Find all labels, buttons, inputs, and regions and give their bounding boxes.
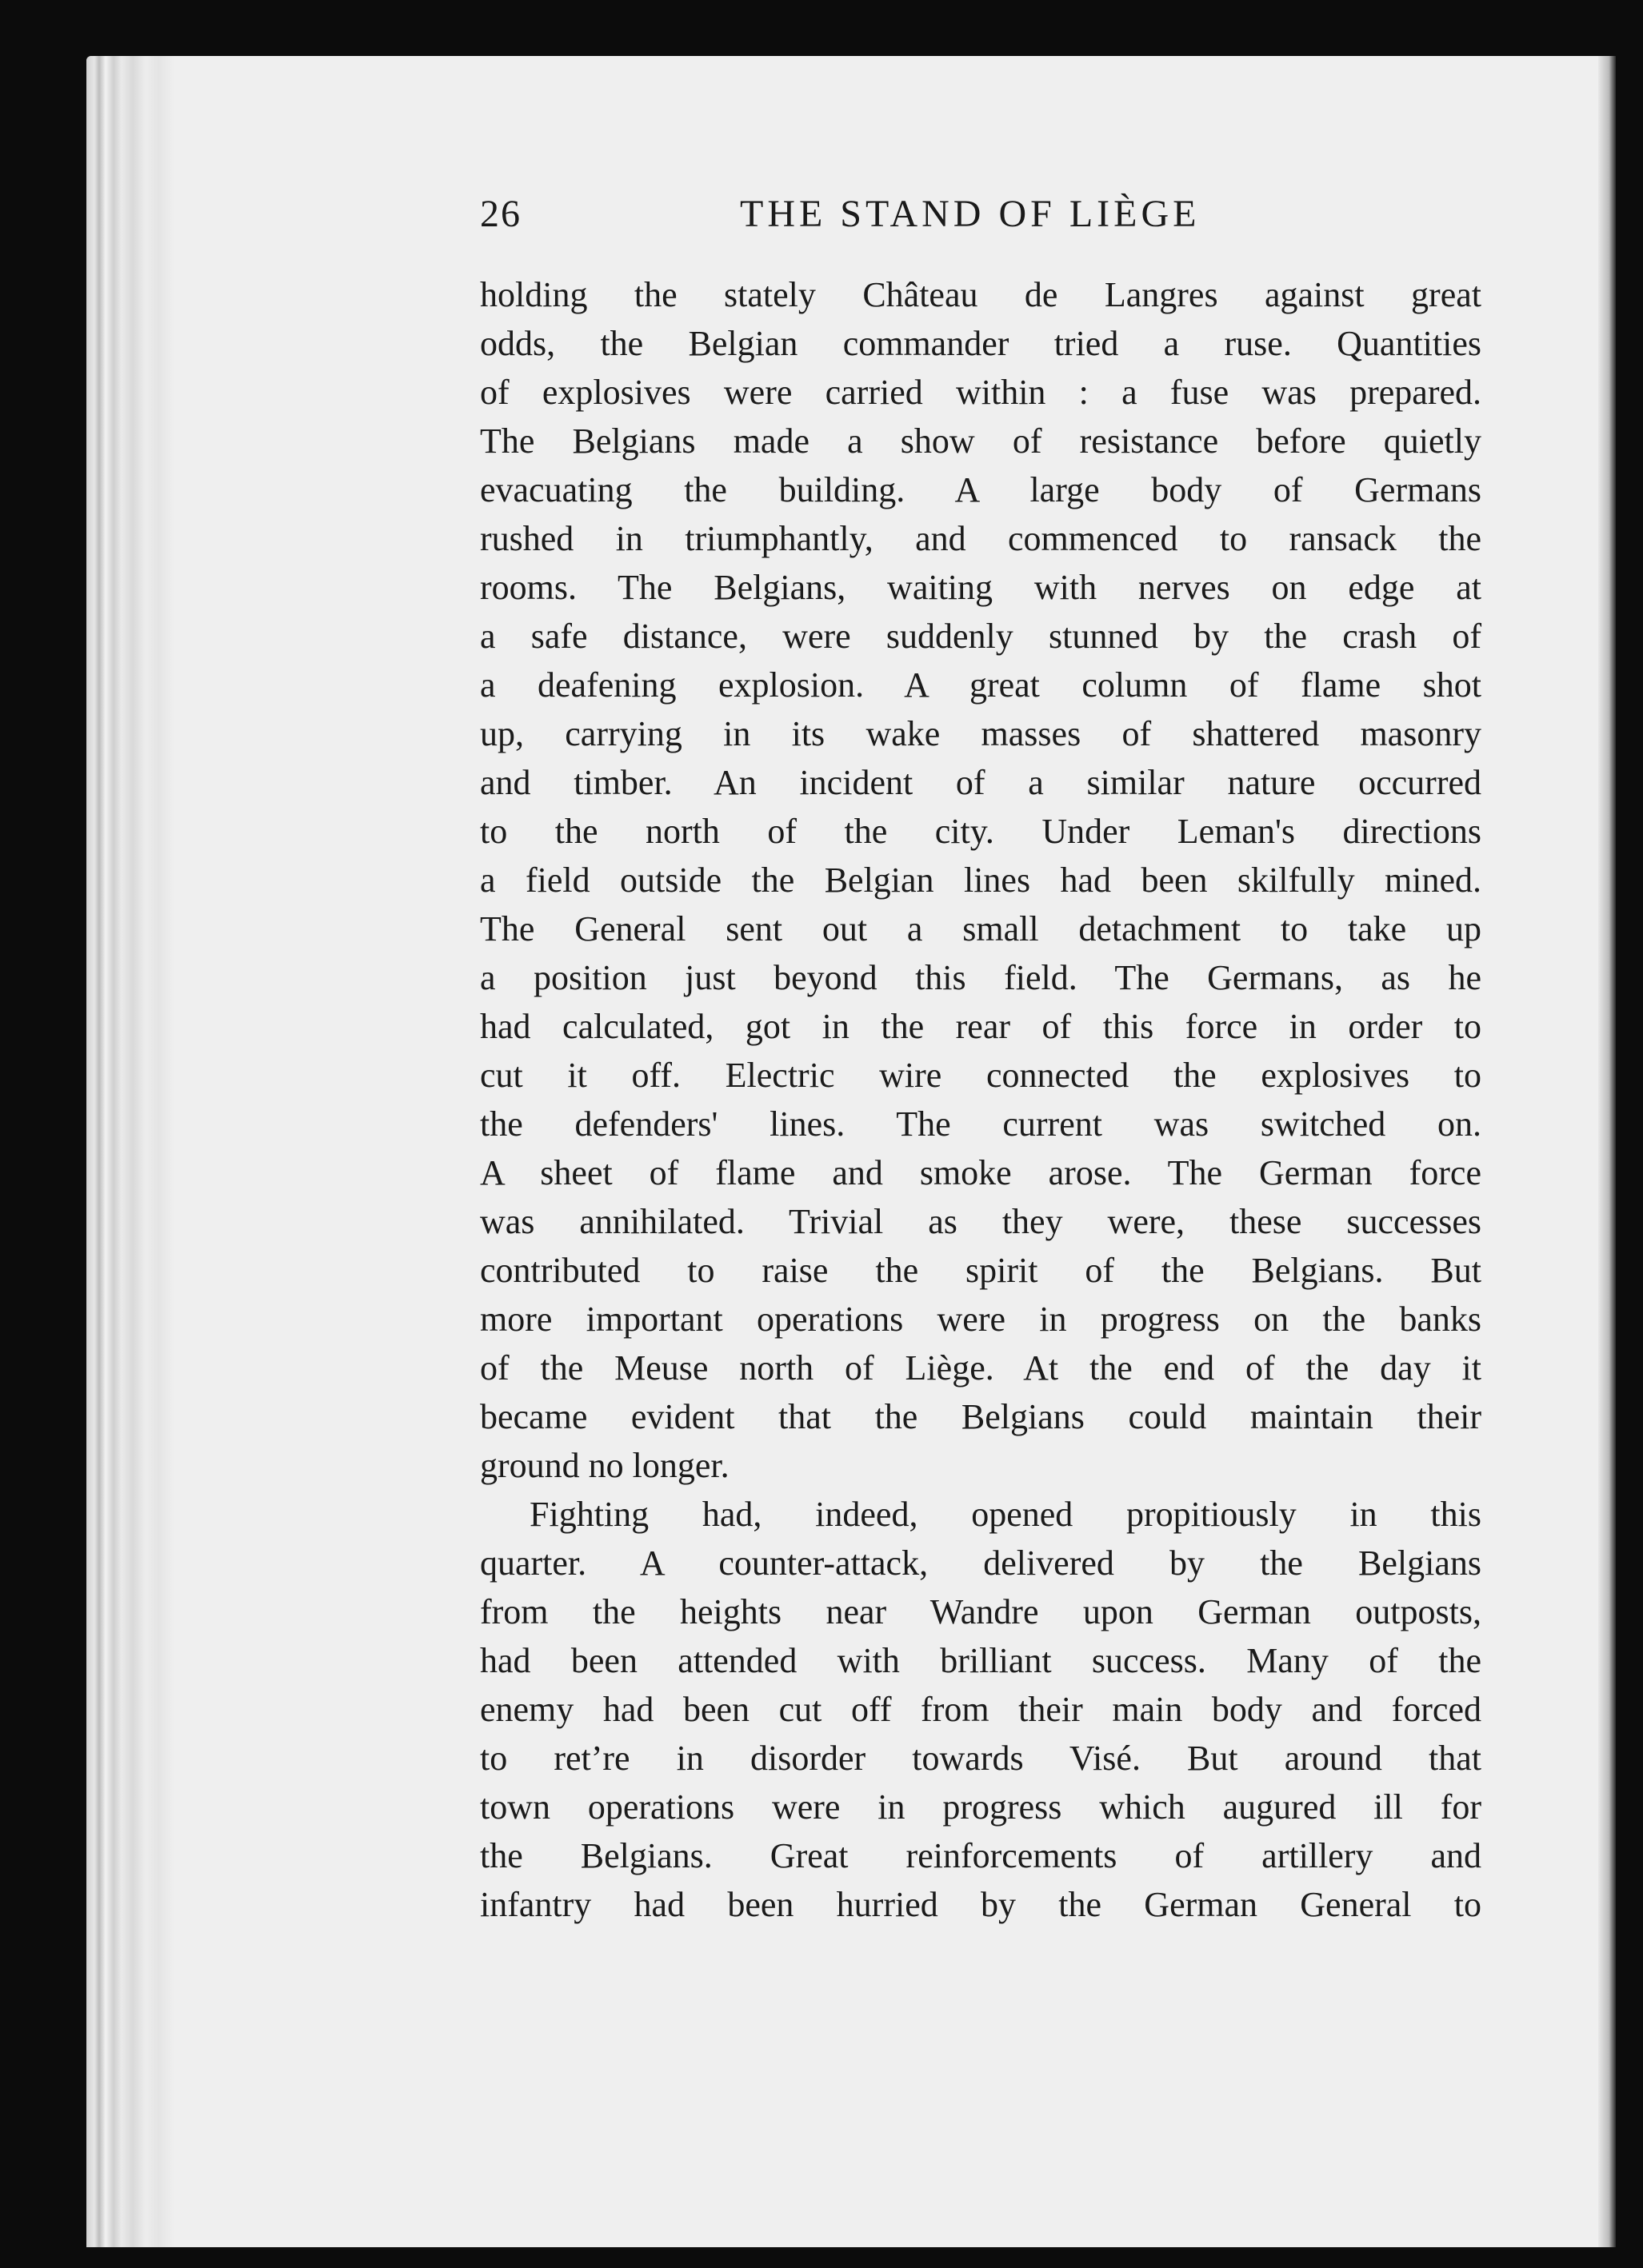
text-line: contributed to raise the spirit of the Belgians. But [480, 1251, 1481, 1290]
running-head [480, 192, 1480, 248]
text-line: had calculated, got in the rear of this force in order to [480, 1007, 1481, 1046]
text-line: a field outside the Belgian lines had been skilfully mined. [480, 860, 1481, 900]
text-line: up, carrying in its wake masses of shattered masonry [480, 714, 1481, 753]
text-line: a position just beyond this field. The Germans, as he [480, 958, 1481, 997]
text-line: The General sent out a small detachment to take up [480, 909, 1481, 948]
text-line: more important operations were in progress on the banks [480, 1300, 1481, 1339]
text-line: town operations were in progress which augured ill for [480, 1787, 1481, 1827]
running-title: THE STAND OF LIÈGE [740, 193, 1201, 235]
paragraph-1 [480, 270, 1481, 1490]
page-number: 26 [480, 193, 522, 235]
text-line: had been attended with brilliant success. Many of the [480, 1641, 1481, 1680]
page-right-edge [1598, 56, 1616, 2247]
text-line: became evident that the Belgians could maintain their [480, 1397, 1481, 1436]
page-binding-edge [86, 56, 174, 2247]
text-line: enemy had been cut off from their main body and forced [480, 1690, 1481, 1729]
text-line: the defenders' lines. The current was switched on. [480, 1104, 1481, 1144]
text-line: of the Meuse north of Liège. At the end of the day it [480, 1348, 1481, 1388]
body-text [480, 270, 1481, 1929]
text-line: ground no longer. [480, 1446, 730, 1485]
text-line: the Belgians. Great reinforcements of artillery and [480, 1836, 1481, 1875]
text-line: The Belgians made a show of resistance before quietly [480, 421, 1481, 461]
text-line: rushed in triumphantly, and commenced to ransack the [480, 519, 1481, 558]
text-line: of explosives were carried within : a fuse was prepared. [480, 373, 1481, 412]
text-line: to ret’re in disorder towards Visé. But around that [480, 1739, 1481, 1778]
text-line: A sheet of flame and smoke arose. The German force [480, 1153, 1481, 1192]
text-line: was annihilated. Trivial as they were, these successes [480, 1202, 1481, 1241]
text-line: quarter. A counter-attack, delivered by the Belgians [480, 1543, 1481, 1583]
text-line: holding the stately Château de Langres against great [480, 275, 1481, 314]
text-line: and timber. An incident of a similar nature occurred [480, 763, 1481, 802]
text-line: cut it off. Electric wire connected the explosives to [480, 1056, 1481, 1095]
text-line: Fighting had, indeed, opened propitiously in this [530, 1495, 1481, 1534]
text-line: odds, the Belgian commander tried a ruse. Quantities [480, 324, 1481, 363]
text-line: a deafening explosion. A great column of flame shot [480, 665, 1481, 705]
text-line: from the heights near Wandre upon German outposts, [480, 1592, 1481, 1631]
text-line: a safe distance, were suddenly stunned by the crash of [480, 617, 1481, 656]
text-line: to the north of the city. Under Leman's directions [480, 812, 1481, 851]
text-line: infantry had been hurried by the German General to [480, 1885, 1481, 1924]
paragraph-2 [480, 1490, 1481, 1929]
text-line: rooms. The Belgians, waiting with nerves on edge at [480, 568, 1481, 607]
text-line: evacuating the building. A large body of Germans [480, 470, 1481, 509]
